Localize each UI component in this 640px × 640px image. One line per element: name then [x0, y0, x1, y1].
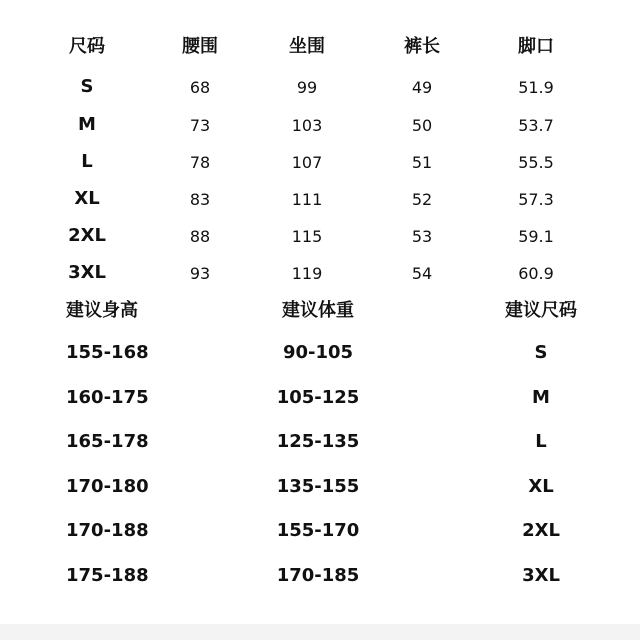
size-table-cell-hem: 51.9 [518, 78, 554, 97]
size-table-cell-hem: 60.9 [518, 264, 554, 283]
size-table-cell-length: 51 [411, 153, 433, 172]
size-table-cell-hem: 53.7 [518, 116, 554, 135]
size-table-header-hip: 坐围 [289, 36, 325, 57]
size-table-cell-size: L [81, 151, 93, 172]
size-table-cell-waist: 73 [189, 116, 211, 135]
size-table-cell-waist: 68 [189, 78, 211, 97]
recommend-cell-height: 160-175 [66, 387, 149, 408]
size-table-cell-size: XL [74, 188, 100, 209]
size-table-cell-length: 52 [411, 190, 433, 209]
recommend-cell-height: 155-168 [66, 342, 149, 363]
size-table-cell-waist: 78 [189, 153, 211, 172]
size-table-cell-waist: 88 [189, 227, 211, 246]
recommend-cell-size: 3XL [522, 565, 560, 586]
size-table-header-waist: 腰围 [182, 36, 218, 57]
recommend-cell-weight: 105-125 [276, 387, 360, 408]
size-table-cell-size: M [78, 114, 96, 135]
size-table-cell-length: 50 [411, 116, 433, 135]
recommend-cell-size: S [534, 342, 548, 363]
size-table-header-length: 裤长 [404, 36, 440, 57]
recommend-cell-weight: 170-185 [276, 565, 360, 586]
recommend-header-weight: 建议体重 [282, 300, 354, 321]
size-table-cell-hip: 107 [291, 153, 323, 172]
size-table-cell-waist: 83 [189, 190, 211, 209]
footer-band [0, 624, 640, 640]
size-table-cell-hip: 103 [291, 116, 323, 135]
size-table-cell-length: 49 [411, 78, 433, 97]
recommend-cell-height: 170-188 [66, 520, 149, 541]
size-table-cell-size: S [80, 76, 94, 97]
size-table-cell-hip: 119 [291, 264, 323, 283]
size-table-cell-hip: 99 [296, 78, 318, 97]
recommend-cell-size: 2XL [522, 520, 560, 541]
size-table-cell-hip: 111 [291, 190, 323, 209]
size-table-cell-hem: 55.5 [518, 153, 554, 172]
size-table-cell-size: 3XL [68, 262, 106, 283]
size-table-cell-hip: 115 [291, 227, 323, 246]
recommend-cell-height: 165-178 [66, 431, 149, 452]
recommend-cell-height: 175-188 [66, 565, 149, 586]
size-table-cell-hem: 59.1 [518, 227, 554, 246]
recommend-cell-size: M [532, 387, 550, 408]
size-table-header-hem: 脚口 [518, 36, 554, 57]
recommend-cell-size: L [535, 431, 547, 452]
recommend-cell-weight: 125-135 [276, 431, 360, 452]
size-table-cell-length: 54 [411, 264, 433, 283]
recommend-cell-size: XL [528, 476, 554, 497]
size-table-cell-hem: 57.3 [518, 190, 554, 209]
recommend-cell-height: 170-180 [66, 476, 149, 497]
recommend-cell-weight: 135-155 [276, 476, 360, 497]
size-table-cell-length: 53 [411, 227, 433, 246]
size-table-cell-waist: 93 [189, 264, 211, 283]
size-table-header-size: 尺码 [69, 36, 105, 57]
recommend-header-size: 建议尺码 [505, 300, 577, 321]
recommend-cell-weight: 90-105 [282, 342, 354, 363]
recommend-header-height: 建议身高 [66, 300, 138, 321]
recommend-cell-weight: 155-170 [276, 520, 360, 541]
size-table-cell-size: 2XL [68, 225, 106, 246]
